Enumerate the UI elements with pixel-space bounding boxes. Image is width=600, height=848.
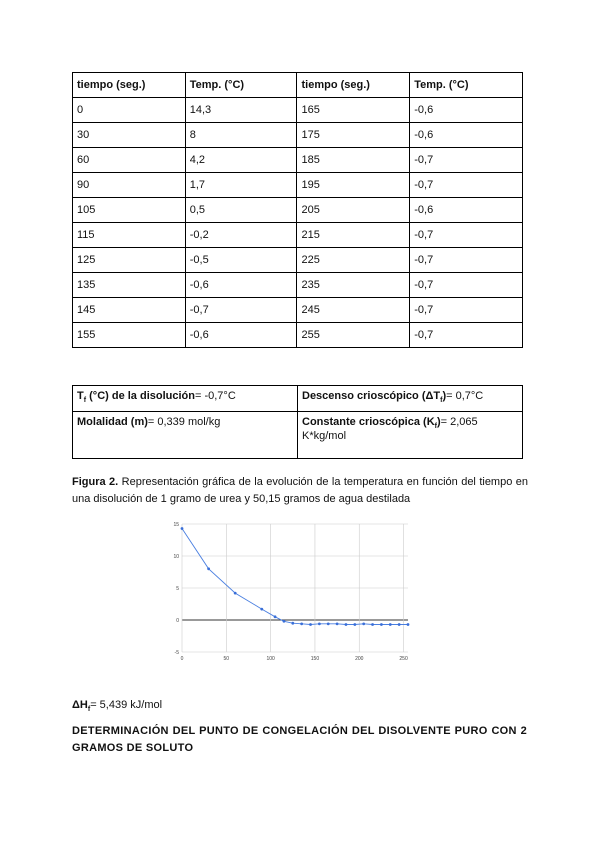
table-cell: -0,6 [410,123,523,148]
results-table [72,385,523,459]
data-point [274,615,277,618]
table-row [73,223,523,248]
table-body [73,98,523,348]
table-cell: 0 [73,98,186,123]
table-cell: -0,6 [410,198,523,223]
figure-caption [72,474,528,508]
data-point [234,592,237,595]
table-cell: 4,2 [185,148,297,173]
table-cell: 175 [297,123,410,148]
data-point [380,623,383,626]
table-cell: 0,5 [185,198,297,223]
table-cell: 225 [297,248,410,273]
freezing-point-cell [73,386,298,412]
data-point [309,623,312,626]
header-temp-2: Temp. (°C) [410,73,523,98]
table-cell: 215 [297,223,410,248]
table-row [73,248,523,273]
data-point [283,620,286,623]
data-point [207,567,210,570]
x-tick-label: 100 [266,656,275,662]
data-point [362,622,365,625]
table-cell: -0,5 [185,248,297,273]
table-cell: 115 [73,223,186,248]
table-cell: -0,7 [410,273,523,298]
table-row [73,298,523,323]
molality-label: Molalidad (m) [77,416,148,428]
table-cell: 205 [297,198,410,223]
freezing-point-label: $T_f$ (°C) de la disolución [77,390,195,405]
data-point [327,622,330,625]
y-tick-label: 15 [173,522,179,528]
table-cell: -0,7 [410,223,523,248]
table-header-row [73,73,523,98]
temperature-time-table [72,72,523,348]
temperature-chart [172,518,412,666]
enthalpy-value: = 5,439 kJ/mol [90,699,163,711]
table-cell: -0,6 [185,273,297,298]
table-cell: 105 [73,198,186,223]
x-tick-label: 0 [180,656,184,662]
table-cell: 235 [297,273,410,298]
table-cell: 14,3 [185,98,297,123]
freezing-depression-value: = 0,7°C [446,390,484,402]
table-cell: -0,6 [185,323,297,348]
table-cell: -0,7 [410,298,523,323]
molality-value: = 0,339 mol/kg [147,416,221,428]
enthalpy-line [72,699,162,713]
data-point [407,623,410,626]
table-cell: 155 [73,323,186,348]
cryoscopic-constant-label: Constante crioscópica $(K_f)$ [302,416,441,431]
table-cell: 165 [297,98,410,123]
series-line [182,529,408,625]
data-point [300,622,303,625]
data-point [345,623,348,626]
freezing-depression-cell [298,386,523,412]
table-cell: -0,7 [185,298,297,323]
y-tick-label: 0 [176,618,179,624]
table-cell: -0,7 [410,148,523,173]
table-row [73,323,523,348]
freezing-point-value: = -0,7°C [194,390,236,402]
data-point [260,608,263,611]
table-cell: 1,7 [185,173,297,198]
data-point [291,622,294,625]
table-row [73,148,523,173]
data-point [371,623,374,626]
header-time-1: tiempo (seg.) [73,73,186,98]
data-point [181,527,184,530]
cryoscopic-constant-cell [298,412,523,459]
table-cell: -0,2 [185,223,297,248]
section-title: DETERMINACIÓN DEL PUNTO DE CONGELACIÓN DEL DISOLVENTE PURO CON 2 GRAMOS DE SOLUTO [72,725,527,754]
table-row [73,198,523,223]
table-row [73,98,523,123]
y-tick-label: -5 [174,650,179,656]
x-tick-label: 250 [399,656,408,662]
results-row [73,386,523,412]
header-temp-1: Temp. (°C) [185,73,297,98]
y-tick-label: 5 [176,586,179,592]
table-cell: 245 [297,298,410,323]
table-row [73,273,523,298]
x-tick-label: 50 [223,656,230,662]
table-cell: 145 [73,298,186,323]
freezing-depression-label: Descenso crioscópico $(\Delta T_f)$ [302,390,447,405]
table-cell: -0,7 [410,323,523,348]
table-cell: 185 [297,148,410,173]
table-cell: -0,7 [410,173,523,198]
table-cell: 90 [73,173,186,198]
table-cell: -0,7 [410,248,523,273]
table-cell: 125 [73,248,186,273]
figure-label: Figura 2. [72,476,119,488]
table-row [73,123,523,148]
header-time-2: tiempo (seg.) [297,73,410,98]
table-cell: 255 [297,323,410,348]
table-cell: -0,6 [410,98,523,123]
enthalpy-label: $\Delta H_f$ [72,699,91,714]
figure-caption-text: Representación gráfica de la evolución de la temperatura en función del tiempo en una disolución de 1 gramo de urea y 50,15 gramos de agua destilada [72,476,529,505]
data-point [318,622,321,625]
x-tick-label: 150 [310,656,320,662]
data-point [389,623,392,626]
cryoscopic-constant-value: = 2,065 K*kg/mol [302,416,478,443]
y-tick-label: 10 [173,554,179,560]
data-point [336,622,339,625]
data-point [398,623,401,626]
table-cell: 60 [73,148,186,173]
table-cell: 135 [73,273,186,298]
x-tick-label: 200 [355,656,364,662]
results-row [73,412,523,459]
data-point [353,623,356,626]
table-cell: 195 [297,173,410,198]
table-row [73,173,523,198]
table-cell: 30 [73,123,186,148]
table-cell: 8 [185,123,297,148]
molality-cell [73,412,298,459]
